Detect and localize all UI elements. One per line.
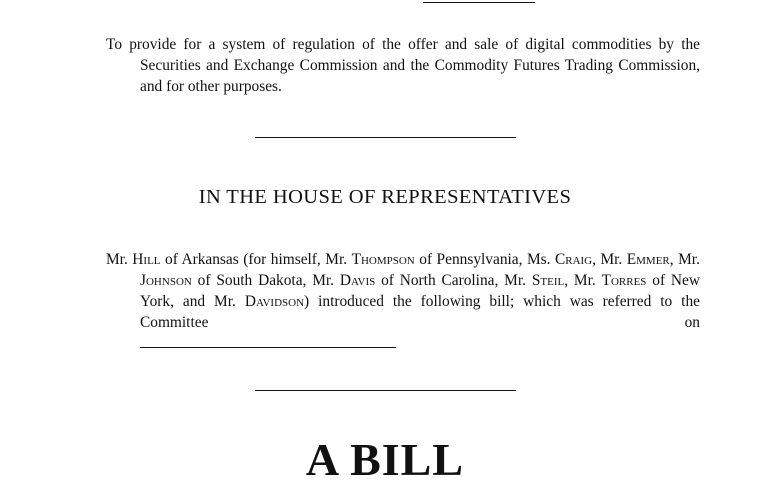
- cosponsor-state: of North Carolina, Mr.: [381, 272, 526, 289]
- separator-text: , Mr.: [564, 272, 596, 289]
- bill-purpose: To provide for a system of regulation of the offer and sale of digital commodities by the Securities and Exchange Commission and the Commodity Futures Trading Commission, and for other purposes.: [106, 36, 700, 95]
- section-divider: [255, 137, 516, 138]
- top-rule: [423, 2, 535, 3]
- lead-prefix: Mr.: [106, 251, 128, 268]
- separator-text: , Mr.: [592, 251, 623, 268]
- cosponsor-name: Steil: [531, 272, 565, 289]
- cosponsor-name: Davidson: [244, 293, 305, 310]
- cosponsor-name: Davis: [339, 272, 376, 289]
- separator-text: , Mr.: [669, 251, 700, 268]
- cosponsor-name: Craig: [554, 251, 593, 268]
- section-divider: [255, 390, 516, 391]
- chamber-heading: IN THE HOUSE OF REPRESENTATIVES: [198, 186, 572, 208]
- cosponsor-state: of New York, and Mr.: [140, 272, 700, 310]
- sponsor-state: of Arkansas (for himself, Mr.: [165, 251, 348, 268]
- cosponsor-name: Johnson: [140, 272, 192, 289]
- cosponsor-state: of Pennsylvania, Ms.: [419, 251, 551, 268]
- sponsors-statement: [106, 249, 700, 333]
- cosponsor-state: of South Dakota, Mr.: [197, 272, 335, 289]
- cosponsor-name: Emmer: [626, 251, 670, 268]
- cosponsor-name: Thompson: [351, 251, 415, 268]
- cosponsor-name: Torres: [601, 272, 647, 289]
- committee-blank-line: [140, 347, 396, 348]
- sponsor-name: Hill: [132, 251, 161, 268]
- bill-heading: A BILL: [305, 434, 465, 485]
- closing-text: ) introduced the following bill; which was referred to the Committee on: [140, 293, 700, 331]
